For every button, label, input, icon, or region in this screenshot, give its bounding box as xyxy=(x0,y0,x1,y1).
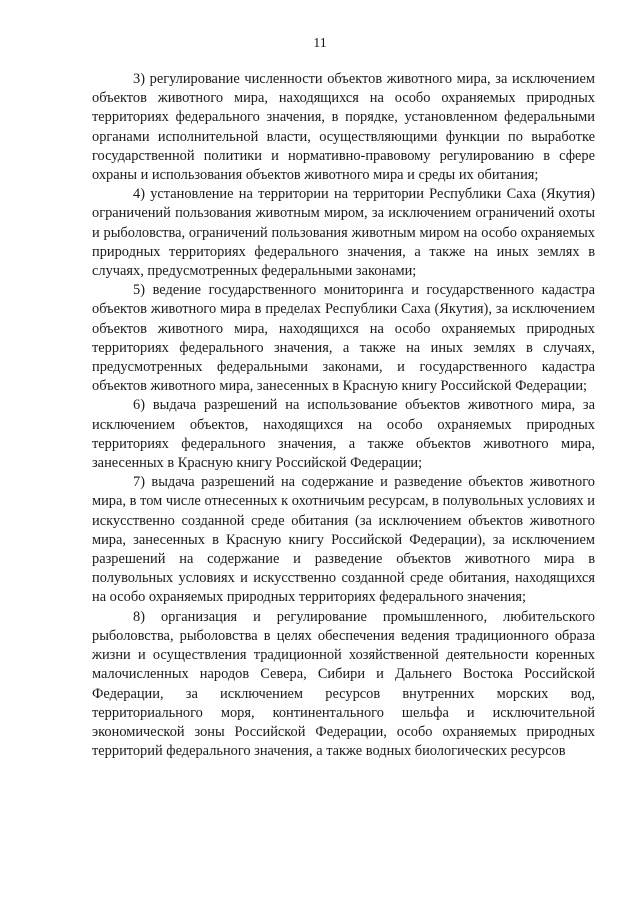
paragraph-item-6: 6) выдача разрешений на использование объектов животного мира, за исключением объектов, находящихся на особо охраняемых природных территориях федерального значения, а также объектов животного мира, занесенных в Красную книгу Российской Федерации; xyxy=(92,397,595,472)
paragraph-item-7: 7) выдача разрешений на содержание и разведение объектов животного мира, в том числе отнесенных к охотничьим ресурсам, в полувольных условиях и искусственно созданной среде обитания (за исключением объектов животного мира, занесенных в Красную книгу Российской Федерации), за исключением разрешений на содержание и разведение объектов животного мира в полувольных условиях и искусственно созданной среде обитания, находящихся на особо охраняемых природных территориях федерального значения; xyxy=(92,474,595,606)
paragraph-item-8: 8) организация и регулирование промышленного, любительского рыболовства, рыболовства в целях обеспечения ведения традиционного образа жизни и осуществления традиционной хозяйственной деятельности коренных малочисленных народов Севера, Сибири и Дальнего Востока Российской Федерации, за исключением ресурсов внутренних морских вод, территориального моря, континентального шельфа и исключительной экономической зоны Российской Федерации, особо охраняемых природных территорий федерального значения, а также водных биологических ресурсов xyxy=(92,608,595,760)
paragraph-item-5: 5) ведение государственного мониторинга и государственного кадастра объектов животного мира в пределах Республики Саха (Якутия), за исключением объектов животного мира, находящихся на особо охраняемых природных территориях федерального значения, а также на иных землях в случаях, предусмотренных федеральными законами, и государственного кадастра объектов животного мира, занесенных в Красную книгу Российской Федерации; xyxy=(92,282,595,395)
document-body xyxy=(92,70,595,761)
page-number: 11 xyxy=(313,36,327,51)
paragraph-item-4: 4) установление на территории на территории Республики Саха (Якутия) ограничений пользования животным миром, за исключением ограничений охоты и рыболовства, ограничений пользования животным миром на особо охраняемых природных территориях федерального значения, а также на иных землях в случаях, предусмотренных федеральными законами; xyxy=(92,186,595,280)
paragraph-item-3: 3) регулирование численности объектов животного мира, за исключением объектов животного мира, находящихся на особо охраняемых природных территориях федерального значения, в порядке, установленном федеральными органами исполнительной власти, осуществляющими функции по выработке государственной политики и нормативно-правовому регулированию в сфере охраны и использования объектов животного мира и среды их обитания; xyxy=(92,71,595,184)
